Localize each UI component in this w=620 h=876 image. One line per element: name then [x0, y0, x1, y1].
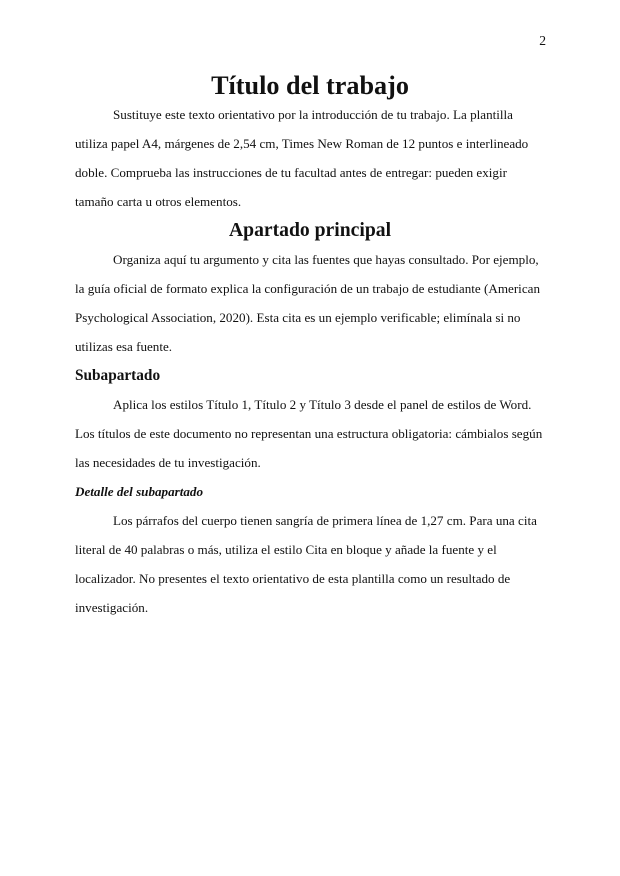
subsection-heading: Subapartado — [75, 367, 161, 384]
subsection-paragraph: Aplica los estilos Título 1, Título 2 y Título 3 desde el panel de estilos de Word. Los títulos de este documento no representan una estructura obligatoria: cámbialos según las necesidades de tu investigación. — [75, 397, 543, 470]
page-number: 2 — [539, 33, 546, 48]
detail-heading: Detalle del subapartado — [75, 484, 204, 499]
document-title: Título del trabajo — [211, 71, 409, 100]
intro-paragraph: Sustituye este texto orientativo por la introducción de tu trabajo. La plantilla utiliza papel A4, márgenes de 2,54 cm, Times New Roman de 12 puntos e interlineado doble. Comprueba las instrucciones de tu facultad antes de entregar: pueden exigir tamaño carta u otros elementos. — [75, 107, 529, 209]
section-paragraph: Organiza aquí tu argumento y cita las fuentes que hayas consultado. Por ejemplo, la guía oficial de formato explica la configuración de un trabajo de estudiante (American Psychological Association, 2020). Esta cita es un ejemplo verificable; elimínala si no utilizas esa fuente. — [75, 252, 540, 354]
section-heading: Apartado principal — [228, 219, 392, 241]
detail-paragraph: Los párrafos del cuerpo tienen sangría de primera línea de 1,27 cm. Para una cita literal de 40 palabras o más, utiliza el estilo Cita en bloque y añade la fuente y el localizador. No presentes el texto orientativo de esta plantilla como un resultado de investigación. — [75, 513, 537, 615]
document-body — [75, 71, 545, 622]
